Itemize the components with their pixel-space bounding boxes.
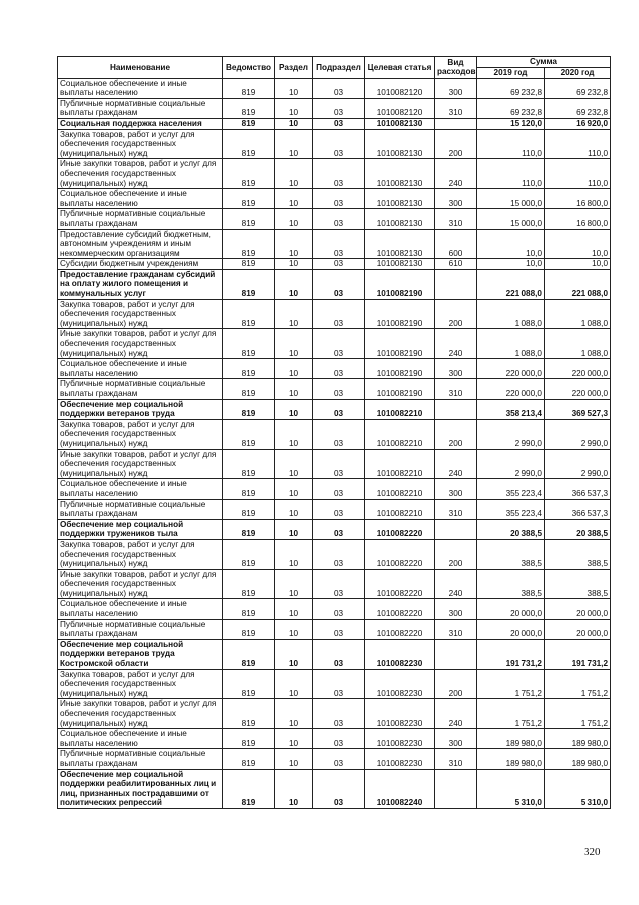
cell-vedomstvo: 819 xyxy=(223,129,275,159)
cell-podrazdel: 03 xyxy=(313,669,365,699)
cell-razdel: 10 xyxy=(275,619,313,639)
cell-podrazdel: 03 xyxy=(313,259,365,270)
cell-name: Предоставление гражданам субсидий на оплату жилого помещения и коммунальных услуг xyxy=(58,269,223,299)
table-row xyxy=(58,209,611,229)
table-row xyxy=(58,359,611,379)
table-row xyxy=(58,699,611,729)
cell-podrazdel: 03 xyxy=(313,699,365,729)
cell-podrazdel: 03 xyxy=(313,129,365,159)
cell-sum-2020: 366 537,3 xyxy=(545,479,611,499)
cell-expense-type: 310 xyxy=(435,499,477,519)
table-row xyxy=(58,769,611,808)
cell-name: Иные закупки товаров, работ и услуг для обеспечения государственных (муниципальных) нужд xyxy=(58,699,223,729)
cell-expense-type xyxy=(435,519,477,539)
cell-name: Социальное обеспечение и иные выплаты населению xyxy=(58,359,223,379)
cell-sum-2019: 15 000,0 xyxy=(477,209,545,229)
header-vedomstvo: Ведомство xyxy=(223,57,275,79)
cell-podrazdel: 03 xyxy=(313,419,365,449)
cell-expense-type: 240 xyxy=(435,699,477,729)
cell-expense-type: 300 xyxy=(435,479,477,499)
cell-sum-2020: 369 527,3 xyxy=(545,399,611,419)
table-body xyxy=(58,78,611,808)
cell-expense-type xyxy=(435,269,477,299)
table-header xyxy=(58,57,611,79)
cell-expense-type: 300 xyxy=(435,599,477,619)
cell-sum-2020: 20 388,5 xyxy=(545,519,611,539)
cell-name: Субсидии бюджетным учреждениям xyxy=(58,259,223,270)
cell-sum-2019: 220 000,0 xyxy=(477,379,545,399)
cell-sum-2019: 191 731,2 xyxy=(477,639,545,669)
cell-name: Закупка товаров, работ и услуг для обеспечения государственных (муниципальных) нужд xyxy=(58,129,223,159)
cell-sum-2019: 69 232,8 xyxy=(477,98,545,118)
table-row xyxy=(58,449,611,479)
header-summa: Сумма xyxy=(477,57,611,68)
cell-razdel: 10 xyxy=(275,699,313,729)
cell-sum-2020: 2 990,0 xyxy=(545,419,611,449)
cell-target-article: 1010082210 xyxy=(365,399,435,419)
cell-sum-2020: 1 088,0 xyxy=(545,329,611,359)
cell-sum-2020: 220 000,0 xyxy=(545,359,611,379)
table-row xyxy=(58,118,611,129)
cell-sum-2020: 189 980,0 xyxy=(545,729,611,749)
cell-razdel: 10 xyxy=(275,269,313,299)
cell-sum-2019: 358 213,4 xyxy=(477,399,545,419)
cell-sum-2020: 10,0 xyxy=(545,259,611,270)
cell-podrazdel: 03 xyxy=(313,449,365,479)
cell-vedomstvo: 819 xyxy=(223,189,275,209)
table-row xyxy=(58,399,611,419)
cell-razdel: 10 xyxy=(275,159,313,189)
table-row xyxy=(58,269,611,299)
table-row xyxy=(58,159,611,189)
cell-target-article: 1010082190 xyxy=(365,269,435,299)
cell-vedomstvo: 819 xyxy=(223,259,275,270)
cell-expense-type: 240 xyxy=(435,449,477,479)
cell-vedomstvo: 819 xyxy=(223,449,275,479)
cell-name: Закупка товаров, работ и услуг для обеспечения государственных (муниципальных) нужд xyxy=(58,669,223,699)
header-year-2020: 2020 год xyxy=(545,68,611,79)
cell-podrazdel: 03 xyxy=(313,539,365,569)
table-row xyxy=(58,599,611,619)
header-year-2019: 2019 год xyxy=(477,68,545,79)
cell-expense-type: 610 xyxy=(435,259,477,270)
cell-sum-2019: 10,0 xyxy=(477,229,545,259)
cell-podrazdel: 03 xyxy=(313,499,365,519)
cell-sum-2019: 20 000,0 xyxy=(477,619,545,639)
cell-podrazdel: 03 xyxy=(313,519,365,539)
cell-target-article: 1010082190 xyxy=(365,379,435,399)
cell-sum-2020: 2 990,0 xyxy=(545,449,611,479)
cell-razdel: 10 xyxy=(275,129,313,159)
cell-target-article: 1010082190 xyxy=(365,299,435,329)
cell-sum-2019: 15 000,0 xyxy=(477,189,545,209)
cell-podrazdel: 03 xyxy=(313,569,365,599)
cell-sum-2020: 221 088,0 xyxy=(545,269,611,299)
cell-name: Публичные нормативные социальные выплаты гражданам xyxy=(58,209,223,229)
cell-vedomstvo: 819 xyxy=(223,569,275,599)
cell-vedomstvo: 819 xyxy=(223,769,275,808)
cell-podrazdel: 03 xyxy=(313,269,365,299)
cell-razdel: 10 xyxy=(275,769,313,808)
cell-vedomstvo: 819 xyxy=(223,479,275,499)
cell-target-article: 1010082220 xyxy=(365,569,435,599)
header-podrazdel: Подраздел xyxy=(313,57,365,79)
cell-target-article: 1010082130 xyxy=(365,259,435,270)
cell-name: Иные закупки товаров, работ и услуг для обеспечения государственных (муниципальных) нужд xyxy=(58,329,223,359)
cell-podrazdel: 03 xyxy=(313,189,365,209)
cell-sum-2019: 355 223,4 xyxy=(477,479,545,499)
cell-sum-2019: 2 990,0 xyxy=(477,419,545,449)
cell-sum-2020: 20 000,0 xyxy=(545,619,611,639)
cell-expense-type: 310 xyxy=(435,209,477,229)
cell-sum-2019: 10,0 xyxy=(477,259,545,270)
cell-sum-2019: 189 980,0 xyxy=(477,749,545,769)
cell-podrazdel: 03 xyxy=(313,599,365,619)
cell-target-article: 1010082130 xyxy=(365,159,435,189)
cell-name: Обеспечение мер социальной поддержки тружеников тыла xyxy=(58,519,223,539)
cell-sum-2020: 1 751,2 xyxy=(545,699,611,729)
cell-podrazdel: 03 xyxy=(313,209,365,229)
cell-expense-type: 300 xyxy=(435,78,477,98)
cell-expense-type: 310 xyxy=(435,98,477,118)
cell-razdel: 10 xyxy=(275,259,313,270)
cell-name: Закупка товаров, работ и услуг для обеспечения государственных (муниципальных) нужд xyxy=(58,539,223,569)
cell-razdel: 10 xyxy=(275,449,313,479)
cell-vedomstvo: 819 xyxy=(223,78,275,98)
cell-vedomstvo: 819 xyxy=(223,329,275,359)
cell-podrazdel: 03 xyxy=(313,359,365,379)
cell-target-article: 1010082220 xyxy=(365,539,435,569)
cell-razdel: 10 xyxy=(275,479,313,499)
cell-expense-type: 240 xyxy=(435,569,477,599)
cell-name: Публичные нормативные социальные выплаты гражданам xyxy=(58,98,223,118)
cell-target-article: 1010082190 xyxy=(365,359,435,379)
cell-vedomstvo: 819 xyxy=(223,399,275,419)
cell-expense-type xyxy=(435,118,477,129)
cell-podrazdel: 03 xyxy=(313,159,365,189)
cell-name: Публичные нормативные социальные выплаты гражданам xyxy=(58,379,223,399)
cell-sum-2020: 69 232,8 xyxy=(545,98,611,118)
cell-vedomstvo: 819 xyxy=(223,749,275,769)
cell-expense-type: 310 xyxy=(435,619,477,639)
table-row xyxy=(58,78,611,98)
cell-target-article: 1010082210 xyxy=(365,499,435,519)
cell-expense-type: 300 xyxy=(435,189,477,209)
cell-vedomstvo: 819 xyxy=(223,619,275,639)
table-row xyxy=(58,129,611,159)
cell-target-article: 1010082230 xyxy=(365,729,435,749)
cell-razdel: 10 xyxy=(275,78,313,98)
cell-razdel: 10 xyxy=(275,639,313,669)
table-row xyxy=(58,539,611,569)
cell-target-article: 1010082130 xyxy=(365,118,435,129)
cell-target-article: 1010082210 xyxy=(365,449,435,479)
cell-sum-2019: 20 388,5 xyxy=(477,519,545,539)
table-row xyxy=(58,749,611,769)
cell-vedomstvo: 819 xyxy=(223,699,275,729)
cell-podrazdel: 03 xyxy=(313,78,365,98)
table-row xyxy=(58,189,611,209)
cell-podrazdel: 03 xyxy=(313,98,365,118)
cell-razdel: 10 xyxy=(275,379,313,399)
cell-razdel: 10 xyxy=(275,209,313,229)
cell-sum-2020: 16 920,0 xyxy=(545,118,611,129)
cell-name: Обеспечение мер социальной поддержки реабилитированных лиц и лиц, признанных пострадавшими от политических репрессий xyxy=(58,769,223,808)
cell-expense-type xyxy=(435,399,477,419)
cell-expense-type: 200 xyxy=(435,419,477,449)
cell-name: Социальное обеспечение и иные выплаты населению xyxy=(58,599,223,619)
cell-razdel: 10 xyxy=(275,599,313,619)
cell-target-article: 1010082230 xyxy=(365,699,435,729)
cell-vedomstvo: 819 xyxy=(223,419,275,449)
cell-target-article: 1010082240 xyxy=(365,769,435,808)
cell-vedomstvo: 819 xyxy=(223,299,275,329)
table-row xyxy=(58,379,611,399)
cell-expense-type xyxy=(435,769,477,808)
table-row xyxy=(58,729,611,749)
cell-podrazdel: 03 xyxy=(313,479,365,499)
cell-target-article: 1010082130 xyxy=(365,229,435,259)
cell-podrazdel: 03 xyxy=(313,639,365,669)
cell-razdel: 10 xyxy=(275,499,313,519)
cell-expense-type: 310 xyxy=(435,749,477,769)
cell-target-article: 1010082130 xyxy=(365,129,435,159)
header-expense-type: Вид расходов xyxy=(435,57,477,79)
cell-vedomstvo: 819 xyxy=(223,639,275,669)
cell-sum-2019: 388,5 xyxy=(477,569,545,599)
table-row xyxy=(58,639,611,669)
page-number: 320 xyxy=(584,846,601,858)
cell-expense-type: 310 xyxy=(435,379,477,399)
cell-expense-type: 300 xyxy=(435,359,477,379)
cell-podrazdel: 03 xyxy=(313,399,365,419)
cell-target-article: 1010082120 xyxy=(365,98,435,118)
cell-vedomstvo: 819 xyxy=(223,159,275,189)
table-row xyxy=(58,619,611,639)
cell-target-article: 1010082210 xyxy=(365,479,435,499)
cell-sum-2020: 388,5 xyxy=(545,539,611,569)
cell-name: Публичные нормативные социальные выплаты гражданам xyxy=(58,749,223,769)
cell-vedomstvo: 819 xyxy=(223,729,275,749)
cell-sum-2020: 5 310,0 xyxy=(545,769,611,808)
cell-sum-2019: 189 980,0 xyxy=(477,729,545,749)
cell-podrazdel: 03 xyxy=(313,299,365,329)
cell-razdel: 10 xyxy=(275,669,313,699)
cell-vedomstvo: 819 xyxy=(223,209,275,229)
cell-target-article: 1010082230 xyxy=(365,749,435,769)
cell-sum-2019: 221 088,0 xyxy=(477,269,545,299)
cell-sum-2020: 189 980,0 xyxy=(545,749,611,769)
cell-expense-type: 200 xyxy=(435,669,477,699)
cell-target-article: 1010082210 xyxy=(365,419,435,449)
table-row xyxy=(58,259,611,270)
cell-expense-type: 200 xyxy=(435,539,477,569)
cell-sum-2020: 110,0 xyxy=(545,129,611,159)
cell-expense-type: 200 xyxy=(435,129,477,159)
cell-target-article: 1010082130 xyxy=(365,209,435,229)
cell-vedomstvo: 819 xyxy=(223,499,275,519)
cell-name: Социальная поддержка населения xyxy=(58,118,223,129)
cell-vedomstvo: 819 xyxy=(223,269,275,299)
cell-vedomstvo: 819 xyxy=(223,669,275,699)
cell-podrazdel: 03 xyxy=(313,729,365,749)
cell-podrazdel: 03 xyxy=(313,749,365,769)
table-row xyxy=(58,669,611,699)
cell-sum-2019: 1 751,2 xyxy=(477,669,545,699)
cell-target-article: 1010082190 xyxy=(365,329,435,359)
table-row xyxy=(58,98,611,118)
cell-name: Публичные нормативные социальные выплаты гражданам xyxy=(58,619,223,639)
cell-name: Обеспечение мер социальной поддержки ветеранов труда Костромской области xyxy=(58,639,223,669)
cell-razdel: 10 xyxy=(275,519,313,539)
cell-name: Социальное обеспечение и иные выплаты населению xyxy=(58,189,223,209)
cell-podrazdel: 03 xyxy=(313,769,365,808)
cell-sum-2019: 20 000,0 xyxy=(477,599,545,619)
table-row xyxy=(58,519,611,539)
cell-sum-2019: 110,0 xyxy=(477,159,545,189)
cell-name: Социальное обеспечение и иные выплаты населению xyxy=(58,78,223,98)
cell-razdel: 10 xyxy=(275,419,313,449)
cell-expense-type: 200 xyxy=(435,299,477,329)
cell-target-article: 1010082120 xyxy=(365,78,435,98)
cell-sum-2020: 220 000,0 xyxy=(545,379,611,399)
cell-name: Публичные нормативные социальные выплаты гражданам xyxy=(58,499,223,519)
cell-name: Социальное обеспечение и иные выплаты населению xyxy=(58,729,223,749)
cell-target-article: 1010082230 xyxy=(365,639,435,669)
cell-sum-2020: 20 000,0 xyxy=(545,599,611,619)
cell-target-article: 1010082220 xyxy=(365,619,435,639)
table-row xyxy=(58,229,611,259)
cell-sum-2020: 110,0 xyxy=(545,159,611,189)
cell-razdel: 10 xyxy=(275,98,313,118)
header-target-article: Целевая статья xyxy=(365,57,435,79)
cell-razdel: 10 xyxy=(275,299,313,329)
cell-razdel: 10 xyxy=(275,569,313,599)
cell-name: Иные закупки товаров, работ и услуг для обеспечения государственных (муниципальных) нужд xyxy=(58,449,223,479)
header-razdel: Раздел xyxy=(275,57,313,79)
cell-razdel: 10 xyxy=(275,329,313,359)
cell-sum-2019: 1 088,0 xyxy=(477,299,545,329)
cell-sum-2019: 1 088,0 xyxy=(477,329,545,359)
cell-sum-2020: 10,0 xyxy=(545,229,611,259)
cell-sum-2020: 1 088,0 xyxy=(545,299,611,329)
cell-sum-2020: 69 232,8 xyxy=(545,78,611,98)
cell-sum-2020: 388,5 xyxy=(545,569,611,599)
cell-target-article: 1010082230 xyxy=(365,669,435,699)
table-row xyxy=(58,479,611,499)
cell-name: Социальное обеспечение и иные выплаты населению xyxy=(58,479,223,499)
cell-sum-2019: 220 000,0 xyxy=(477,359,545,379)
cell-vedomstvo: 819 xyxy=(223,359,275,379)
cell-name: Закупка товаров, работ и услуг для обеспечения государственных (муниципальных) нужд xyxy=(58,299,223,329)
header-name: Наименование xyxy=(58,57,223,79)
cell-sum-2019: 355 223,4 xyxy=(477,499,545,519)
cell-vedomstvo: 819 xyxy=(223,519,275,539)
cell-sum-2019: 2 990,0 xyxy=(477,449,545,479)
cell-sum-2019: 110,0 xyxy=(477,129,545,159)
cell-razdel: 10 xyxy=(275,118,313,129)
cell-expense-type: 240 xyxy=(435,329,477,359)
cell-razdel: 10 xyxy=(275,189,313,209)
cell-target-article: 1010082130 xyxy=(365,189,435,209)
table-row xyxy=(58,569,611,599)
cell-expense-type: 300 xyxy=(435,729,477,749)
cell-vedomstvo: 819 xyxy=(223,379,275,399)
cell-razdel: 10 xyxy=(275,729,313,749)
cell-expense-type: 600 xyxy=(435,229,477,259)
cell-sum-2020: 366 537,3 xyxy=(545,499,611,519)
cell-vedomstvo: 819 xyxy=(223,98,275,118)
table-row xyxy=(58,419,611,449)
cell-name: Иные закупки товаров, работ и услуг для обеспечения государственных (муниципальных) нужд xyxy=(58,159,223,189)
cell-podrazdel: 03 xyxy=(313,329,365,359)
cell-sum-2019: 1 751,2 xyxy=(477,699,545,729)
cell-name: Обеспечение мер социальной поддержки ветеранов труда xyxy=(58,399,223,419)
cell-vedomstvo: 819 xyxy=(223,229,275,259)
cell-sum-2020: 16 800,0 xyxy=(545,209,611,229)
cell-name: Иные закупки товаров, работ и услуг для обеспечения государственных (муниципальных) нужд xyxy=(58,569,223,599)
cell-target-article: 1010082220 xyxy=(365,599,435,619)
cell-podrazdel: 03 xyxy=(313,229,365,259)
cell-vedomstvo: 819 xyxy=(223,599,275,619)
cell-vedomstvo: 819 xyxy=(223,539,275,569)
cell-razdel: 10 xyxy=(275,539,313,569)
cell-sum-2019: 388,5 xyxy=(477,539,545,569)
cell-expense-type: 240 xyxy=(435,159,477,189)
cell-name: Закупка товаров, работ и услуг для обеспечения государственных (муниципальных) нужд xyxy=(58,419,223,449)
budget-table xyxy=(57,56,611,809)
cell-podrazdel: 03 xyxy=(313,379,365,399)
cell-sum-2019: 69 232,8 xyxy=(477,78,545,98)
cell-podrazdel: 03 xyxy=(313,118,365,129)
cell-podrazdel: 03 xyxy=(313,619,365,639)
cell-sum-2019: 15 120,0 xyxy=(477,118,545,129)
cell-razdel: 10 xyxy=(275,749,313,769)
cell-expense-type xyxy=(435,639,477,669)
table-row xyxy=(58,299,611,329)
cell-razdel: 10 xyxy=(275,399,313,419)
cell-target-article: 1010082220 xyxy=(365,519,435,539)
cell-sum-2019: 5 310,0 xyxy=(477,769,545,808)
cell-sum-2020: 16 800,0 xyxy=(545,189,611,209)
table-row xyxy=(58,329,611,359)
cell-sum-2020: 1 751,2 xyxy=(545,669,611,699)
cell-vedomstvo: 819 xyxy=(223,118,275,129)
table-row xyxy=(58,499,611,519)
cell-sum-2020: 191 731,2 xyxy=(545,639,611,669)
cell-name: Предоставление субсидий бюджетным, автономным учреждениям и иным некоммерческим организациям xyxy=(58,229,223,259)
cell-razdel: 10 xyxy=(275,359,313,379)
cell-razdel: 10 xyxy=(275,229,313,259)
